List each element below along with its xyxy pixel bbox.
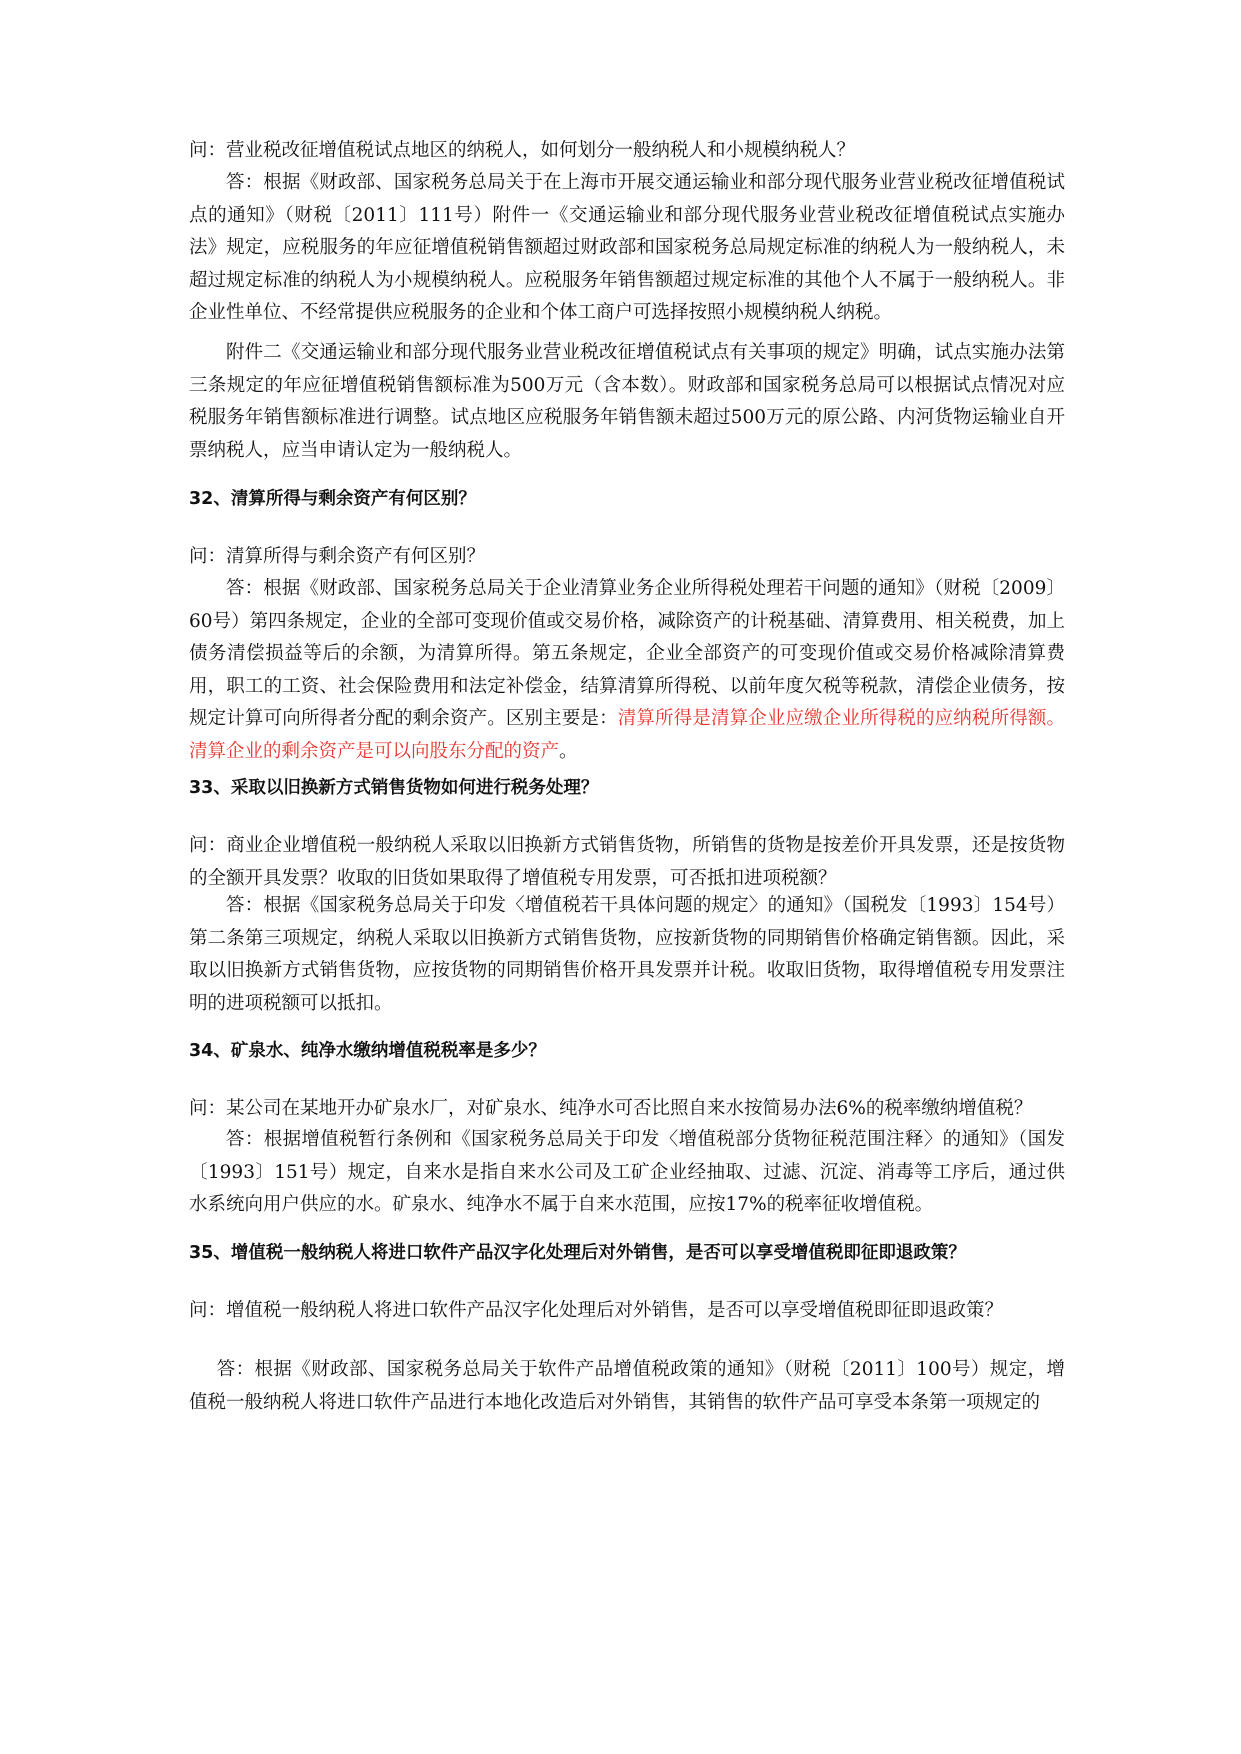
question-paragraph: 问：商业企业增值税一般纳税人采取以旧换新方式销售货物，所销售的货物是按差价开具发票，还是按货物的全额开具发票？收取的旧货如果取得了增值税专用发票，可否抵扣进项税额？ [189, 835, 1065, 889]
section-heading-35: 35、增值税一般纳税人将进口软件产品汉字化处理后对外销售，是否可以享受增值税即征即退政策？ [189, 1243, 966, 1263]
question-paragraph: 问：某公司在某地开办矿泉水厂，对矿泉水、纯净水可否比照自来水按简易办法6%的税率缴纳增值税？ [189, 1098, 1033, 1119]
answer-paragraph: 答：根据《国家税务总局关于印发〈增值税若干具体问题的规定〉的通知》（国税发〔1993〕154号）第二条第三项规定，纳税人采取以旧换新方式销售货物，应按新货物的同期销售价格确定销售额。因此，采取以旧换新方式销售货物，应按货物的同期销售价格开具发票并计税。收取旧货物，取得增值税专用发票注明的进项税额可以抵扣。 [189, 895, 1065, 1014]
question-paragraph: 问：清算所得与剩余资产有何区别？ [189, 546, 486, 567]
section-heading-32: 32、清算所得与剩余资产有何区别？ [189, 489, 476, 509]
answer-paragraph: 答：根据增值税暂行条例和《国家税务总局关于印发〈增值税部分货物征税范围注释〉的通知》（国发〔1993〕151号）规定，自来水是指自来水公司及工矿企业经抽取、过滤、沉淀、消毒等工序后，通过供水系统向用户供应的水。矿泉水、纯净水不属于自来水范围，应按17%的税率征收增值税。 [189, 1129, 1065, 1215]
question-paragraph: 问：增值税一般纳税人将进口软件产品汉字化处理后对外销售，是否可以享受增值税即征即退政策？ [189, 1300, 1004, 1321]
answer-paragraph: 答：根据《财政部、国家税务总局关于在上海市开展交通运输业和部分现代服务业营业税改征增值税试点的通知》（财税〔2011〕111号）附件一《交通运输业和部分现代服务业营业税改征增值税试点实施办法》规定，应税服务的年应征增值税销售额超过财政部和国家税务总局规定标准的纳税人为一般纳税人，未超过规定标准的纳税人为小规模纳税人。应税服务年销售额超过规定标准的其他个人不属于一般纳税人。非企业性单位、不经常提供应税服务的企业和个体工商户可选择按照小规模纳税人纳税。 [189, 172, 1065, 323]
answer-paragraph [189, 573, 1065, 768]
highlighted-answer-text: 清算所得是清算企业应缴企业所得税的应纳税所得额。清算企业的剩余资产是可以向股东分配的资产 [189, 708, 1065, 762]
section-heading-33: 33、采取以旧换新方式销售货物如何进行税务处理？ [189, 778, 599, 798]
question-paragraph: 问：营业税改征增值税试点地区的纳税人，如何划分一般纳税人和小规模纳税人？ [189, 140, 856, 161]
answer-text: 答：根据《财政部、国家税务总局关于企业清算业务企业所得税处理若干问题的通知》（财税〔2009〕60号）第四条规定，企业的全部可变现价值或交易价格，减除资产的计税基础、清算费用、相关税费，加上债务清偿损益等后的余额，为清算所得。第五条规定，企业全部资产的可变现价值或交易价格减除清算费用，职工的工资、社会保险费用和法定补偿金，结算清算所得税、以前年度欠税等税款，清偿企业债务，按规定计算可向所得者分配的剩余资产。区别主要是： [189, 578, 1065, 729]
annex-paragraph: 附件二《交通运输业和部分现代服务业营业税改征增值税试点有关事项的规定》明确，试点实施办法第三条规定的年应征增值税销售额标准为500万元（含本数）。财政部和国家税务总局可以根据试点情况对应税服务年销售额标准进行调整。试点地区应税服务年销售额未超过500万元的原公路、内河货物运输业自开票纳税人，应当申请认定为一般纳税人。 [189, 342, 1065, 461]
section-heading-34: 34、矿泉水、纯净水缴纳增值税税率是多少？ [189, 1041, 546, 1061]
answer-text-end: 。 [559, 740, 578, 762]
answer-paragraph: 答：根据《财政部、国家税务总局关于软件产品增值税政策的通知》（财税〔2011〕100号）规定，增值税一般纳税人将进口软件产品进行本地化改造后对外销售，其销售的软件产品可享受本条第一项规定的 [189, 1359, 1065, 1413]
